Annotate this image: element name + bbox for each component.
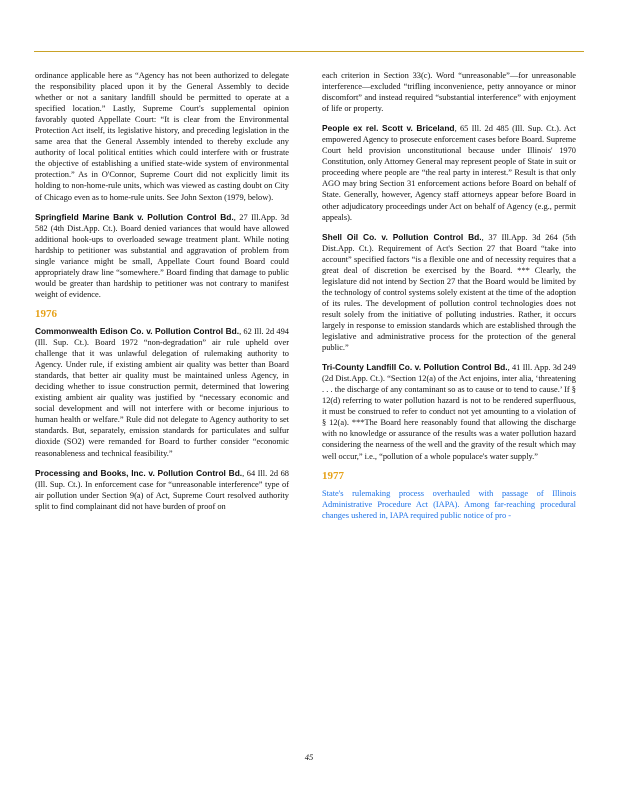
paragraph-continuation: each criterion in Section 33(c). Word “unreasonable”—for unreasonable interference—excluded “trifling inconvenience, petty annoyance or minor discomfort” and instead required “substantial interference” with enjoyment of life or property.: [322, 71, 576, 114]
case-title: Springfield Marine Bank v. Pollution Control Bd.: [35, 211, 234, 222]
case-entry: [35, 212, 289, 300]
paragraph-continuation: ordinance applicable here as “Agency has not been authorized to delegate the responsibility placed upon it by the General Assembly to decide whether or not a sanitary landfill should be permitted to operate at a specified location.” Lastly, Supreme Court's supplemental opinion favorably quoted Appellate Court: “It is clear from the Environmental Protection Act itself, its legislative history, and preceding legislation in the same area that the General Assembly intended to thereby exclude any authority of local political entities which could interfere with or frustrate the objective of establishing a unified state-wide system of environmental protection.” As in O'Connor, Supreme Court did not explicitly limit its holding to non-home-rule units, which was viewed as casting doubt on City of Chicago even as to home-rule units. See John Sexton (1979, below).: [35, 71, 289, 202]
paragraph-1977: State's rulemaking process overhauled with passage of Illinois Administrative Procedure Act (IAPA). Among far-reaching procedural changes ushered in, IAPA required public notice of pro -: [322, 488, 576, 520]
year-heading-1977: 1977: [322, 469, 344, 482]
case-text: , 41 Ill. App. 3d 249 (2d Dist.App. Ct.). “Section 12(a) of the Act enjoins, inter alia, ‘threatening . . . the discharge of any contaminant so as to cause or to tend to cause.’ If § 12(d) referring to water pollution hazard is not to be rendered superfluous, it must be construed to refer to conduct not yet amounting to a violation of § 12(a). ***The Board here reasonably found that allowing the discharge with no knowledge or assurance of the results was a water pollution hazard considering the nearness of the well and the gravity of the result which may well occur,” i.e., “pollution of a whole populace's water supply.”: [322, 363, 576, 461]
case-text: , 37 Ill.App. 3d 264 (5th Dist.App. Ct.). Requirement of Act's Section 27 that Board “take into account” specified factors “is a flexible one and of necessity requires that a great deal of discretion be exercised by the Board. *** Clearly, the legislature did not intend by Section 27 that the Board would be limited by the technology of control systems solely existent at the time of the adoption of its rules. The development of pollution control technologies does not result solely from the initiative of polluting industries. Rather, it occurs largely in response to emission standards which are established through the legislative and administrative process for the protection of the general public.”: [322, 232, 576, 353]
case-entry: [322, 232, 576, 354]
case-text: , 64 Ill. 2d 68 (Ill. Sup. Ct.). In enforcement case for “unreasonable interference” type of air pollution under Section 9(a) of Act, Supreme Court resolved authority split to find complainant did not have burden of proof on: [35, 468, 289, 511]
case-title: People ex rel. Scott v. Briceland: [322, 123, 455, 134]
right-column: [322, 70, 576, 530]
case-entry: [35, 326, 289, 459]
case-title: Commonwealth Edison Co. v. Pollution Control Bd.: [35, 325, 240, 336]
case-title: Processing and Books, Inc. v. Pollution Control Bd.: [35, 467, 243, 478]
header-rule: [34, 51, 584, 52]
case-text: , 62 Ill. 2d 494 (Ill. Sup. Ct.). Board 1972 “non-degradation” air rule upheld over challenge that it was unlawful delegation of rulemaking authority to Agency. Under rule, if existing ambient air quality was better than Board standards, that better air quality must be maintained unless Agency, in deciding whether to issue construction permit, determined that lowering existing ambient air quality was justified by “necessary economic and social development and will not interfere with or become injurious to human health or welfare.” Rule did not delegate to Agency authority to set standards. But, separately, emission standards for particulates and sulfur dioxide (SO2) were remanded for Board to further consider “economic reasonableness and technical feasibility.”: [35, 326, 289, 458]
case-entry: [322, 362, 576, 461]
case-title: Tri-County Landfill Co. v. Pollution Control Bd.: [322, 362, 508, 373]
case-text: , 27 Ill.App. 3d 582 (4th Dist.App. Ct.). Board denied variances that would have allowed additional hook-ups to overloaded sewage treatment plant. While noting hardship to petitioner was substantial and aggravation of problem from single variance might be small, Appellate Court found Board could appropriately draw line “somewhere.” Board finding that damage to public would be greater than hardship to petitioner was not contrary to manifest weight of evidence.: [35, 212, 289, 299]
case-title: Shell Oil Co. v. Pollution Control Bd.: [322, 231, 482, 242]
case-text: , 65 Ill. 2d 485 (Ill. Sup. Ct.). Act empowered Agency to prosecute enforcement cases before Board. Supreme Court held provision unconstitutional because under Illinois' 1970 Constitution, only Attorney General may represent people of State in suit or proceeding where people are “the real party in interest.” Result is that only AGO may bring Section 31 enforcement actions before Board on behalf of State. Generally, however, Agency staff attorneys appear before Board in other adjudicatory proceedings under Act on behalf of Agency (e.g., permit appeals).: [322, 124, 576, 222]
year-heading-1976: 1976: [35, 307, 57, 320]
page-number: 45: [304, 752, 314, 762]
left-column: [35, 70, 289, 521]
case-entry: [322, 123, 576, 222]
case-entry: [35, 468, 289, 512]
